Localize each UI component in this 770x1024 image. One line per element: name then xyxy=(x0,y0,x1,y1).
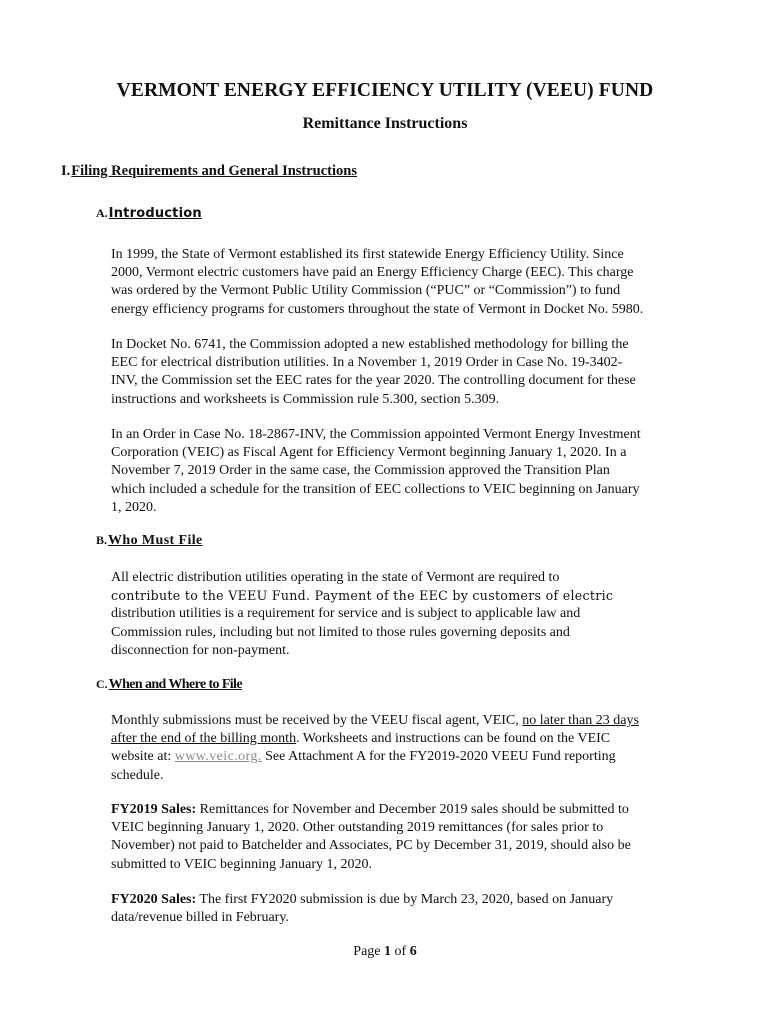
text-line: schedule. xyxy=(111,767,164,783)
text-span: Page xyxy=(353,944,381,959)
section-heading-1 xyxy=(61,163,357,180)
text-line: submitted to VEIC beginning January 1, 2020. xyxy=(111,856,373,872)
current-page: 1 xyxy=(384,944,392,959)
section-number: I. xyxy=(61,163,71,179)
text-line: INV, the Commission set the EEC rates for the year 2020. The controlling document for these xyxy=(111,373,636,389)
text-span: See Attachment A for the FY2019-2020 VEEU Fund reporting xyxy=(261,749,616,765)
veic-website-link[interactable]: www.veic.org. xyxy=(174,749,262,765)
text-line: data/revenue billed in February. xyxy=(111,910,289,926)
subsection-title: When and Where to File xyxy=(108,677,242,692)
text-span: Remittances for November and December 2019 sales should be submitted to xyxy=(196,802,629,817)
text-line: energy efficiency programs for customers throughout the state of Vermont in Docket No. 5980. xyxy=(111,301,644,317)
text-span: . Worksheets and instructions can be found on the VEIC xyxy=(296,731,611,747)
text-line: In 1999, the State of Vermont established its first statewide Energy Efficiency Utility. Since xyxy=(111,247,624,262)
text-line: distribution utilities is a requirement for service and is subject to applicable law and xyxy=(111,606,581,622)
intro-paragraph-1 xyxy=(111,246,691,319)
fy2020-sales-paragraph xyxy=(111,891,691,927)
total-pages: 6 xyxy=(409,944,417,959)
text-span: website at: xyxy=(111,749,175,765)
text-line: instructions and worksheets is Commission rule 5.300, section 5.309. xyxy=(111,391,500,407)
intro-paragraph-3 xyxy=(111,426,691,517)
fy2020-label: FY2020 Sales: xyxy=(111,892,197,907)
text-line: contribute to the VEEU Fund. Payment of the EEC by customers of electric xyxy=(111,588,614,604)
text-line xyxy=(111,891,691,909)
document-subtitle: Remittance Instructions xyxy=(302,115,468,132)
page-number xyxy=(0,944,770,960)
subsection-title: Who Must File xyxy=(108,533,203,548)
text-line: November) not paid to Batchelder and Associates, PC by December 31, 2019, should also be xyxy=(111,838,631,854)
when-where-paragraph-1 xyxy=(111,712,691,785)
text-span: Monthly submissions must be received by the VEEU fiscal agent, VEIC, xyxy=(111,713,523,728)
subsection-title: Introduction xyxy=(108,206,202,221)
subsection-letter: A. xyxy=(96,206,108,220)
text-line: All electric distribution utilities operating in the state of Vermont are required to xyxy=(111,570,560,585)
text-line: VEIC beginning January 1, 2020. Other outstanding 2019 remittances (for sales prior to xyxy=(111,820,604,836)
text-line xyxy=(111,748,691,766)
text-line: 1, 2020. xyxy=(111,499,157,515)
text-line: disconnection for non-payment. xyxy=(111,642,290,658)
text-line: Corporation (VEIC) as Fiscal Agent for Efficiency Vermont beginning January 1, 2020. In a xyxy=(111,445,627,461)
text-line xyxy=(111,712,691,730)
subsection-letter: B. xyxy=(96,533,108,547)
fy2019-label: FY2019 Sales: xyxy=(111,802,197,817)
text-line: In an Order in Case No. 18-2867-INV, the Commission appointed Vermont Energy Investment xyxy=(111,427,641,442)
subsection-heading-a xyxy=(96,206,202,222)
text-line xyxy=(111,730,691,748)
text-line: In Docket No. 6741, the Commission adopted a new established methodology for billing the xyxy=(111,337,629,352)
subsection-heading-b xyxy=(96,533,203,549)
deadline-text: after the end of the billing month xyxy=(111,731,297,747)
deadline-text: no later than 23 days xyxy=(522,713,639,728)
text-line: was ordered by the Vermont Public Utility Commission (“PUC” or “Commission”) to fund xyxy=(111,283,621,299)
text-span: The first FY2020 submission is due by March 23, 2020, based on January xyxy=(196,892,614,907)
text-line: Commission rules, including but not limited to those rules governing deposits and xyxy=(111,624,570,640)
text-line: which included a schedule for the transition of EEC collections to VEIC beginning on January xyxy=(111,481,640,497)
text-span: of xyxy=(394,944,407,959)
text-line: 2000, Vermont electric customers have paid an Energy Efficiency Charge (EEC). This charge xyxy=(111,265,634,281)
intro-paragraph-2 xyxy=(111,336,691,409)
who-must-file-paragraph xyxy=(111,569,691,660)
text-line: EEC for electrical distribution utilities. In a November 1, 2019 Order in Case No. 19-3402- xyxy=(111,355,623,371)
document-title: VERMONT ENERGY EFFICIENCY UTILITY (VEEU) FUND xyxy=(116,80,654,101)
subsection-letter: C. xyxy=(96,677,108,691)
text-line xyxy=(111,801,691,819)
fy2019-sales-paragraph xyxy=(111,801,691,874)
section-title: Filing Requirements and General Instructions xyxy=(71,163,357,179)
text-line: November 7, 2019 Order in the same case, the Commission approved the Transition Plan xyxy=(111,463,610,479)
subsection-heading-c xyxy=(96,677,242,693)
